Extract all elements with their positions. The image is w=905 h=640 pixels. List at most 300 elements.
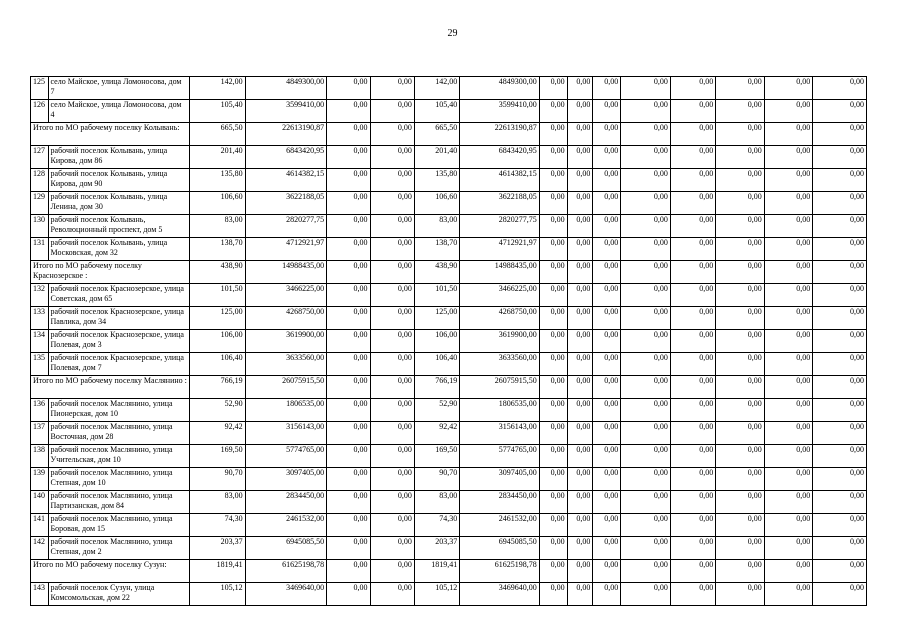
col12-cell: 0,00 <box>670 169 715 192</box>
col8-cell: 0,00 <box>539 560 567 583</box>
col15-cell: 0,00 <box>813 169 867 192</box>
table-row <box>31 192 867 215</box>
col10-cell: 0,00 <box>593 169 621 192</box>
col10-cell: 0,00 <box>593 399 621 422</box>
col5-cell: 0,00 <box>370 77 414 100</box>
col4-cell: 0,00 <box>327 399 370 422</box>
col4-cell: 0,00 <box>327 146 370 169</box>
col10-cell: 0,00 <box>593 284 621 307</box>
col6-cell: 203,37 <box>414 537 459 560</box>
table-row <box>31 422 867 445</box>
table-row <box>31 353 867 376</box>
col13-cell: 0,00 <box>716 261 765 284</box>
area-cell: 201,40 <box>189 146 245 169</box>
col10-cell: 0,00 <box>593 560 621 583</box>
col4-cell: 0,00 <box>327 100 370 123</box>
col7-cell: 1806535,00 <box>460 399 539 422</box>
row-number-cell: 136 <box>31 399 49 422</box>
address-cell: село Майское, улица Ломоносова, дом 7 <box>48 77 189 100</box>
cost-cell: 6843420,95 <box>245 146 327 169</box>
cost-cell: 4712921,97 <box>245 238 327 261</box>
col7-cell: 4712921,97 <box>460 238 539 261</box>
col6-cell: 101,50 <box>414 284 459 307</box>
col8-cell: 0,00 <box>539 445 567 468</box>
address-cell: рабочий поселок Колывань, Революционный проспект, дом 5 <box>48 215 189 238</box>
col11-cell: 0,00 <box>621 514 671 537</box>
col10-cell: 0,00 <box>593 238 621 261</box>
col15-cell: 0,00 <box>813 123 867 146</box>
col12-cell: 0,00 <box>670 353 715 376</box>
cost-cell: 3619900,00 <box>245 330 327 353</box>
col4-cell: 0,00 <box>327 353 370 376</box>
col15-cell: 0,00 <box>813 514 867 537</box>
col14-cell: 0,00 <box>764 491 813 514</box>
subtotal-label: Итого по МО рабочему поселку Колывань: <box>31 123 190 146</box>
col7-cell: 22613190,87 <box>460 123 539 146</box>
area-cell: 142,00 <box>189 77 245 100</box>
col14-cell: 0,00 <box>764 284 813 307</box>
cost-cell: 2834450,00 <box>245 491 327 514</box>
table-body <box>31 77 867 606</box>
col5-cell: 0,00 <box>370 192 414 215</box>
col11-cell: 0,00 <box>621 192 671 215</box>
col11-cell: 0,00 <box>621 445 671 468</box>
col13-cell: 0,00 <box>716 330 765 353</box>
col13-cell: 0,00 <box>716 215 765 238</box>
address-cell: рабочий поселок Краснозерское, улица Полевая, дом 3 <box>48 330 189 353</box>
col7-cell: 26075915,50 <box>460 376 539 399</box>
col7-cell: 3466225,00 <box>460 284 539 307</box>
col12-cell: 0,00 <box>670 537 715 560</box>
col14-cell: 0,00 <box>764 583 813 606</box>
col6-cell: 1819,41 <box>414 560 459 583</box>
col5-cell: 0,00 <box>370 307 414 330</box>
address-cell: рабочий поселок Маслянино, улица Учительская, дом 10 <box>48 445 189 468</box>
col9-cell: 0,00 <box>567 445 593 468</box>
col12-cell: 0,00 <box>670 399 715 422</box>
col8-cell: 0,00 <box>539 422 567 445</box>
col6-cell: 106,00 <box>414 330 459 353</box>
area-cell: 90,70 <box>189 468 245 491</box>
col8-cell: 0,00 <box>539 100 567 123</box>
table-row <box>31 215 867 238</box>
col4-cell: 0,00 <box>327 560 370 583</box>
col15-cell: 0,00 <box>813 376 867 399</box>
col10-cell: 0,00 <box>593 583 621 606</box>
col13-cell: 0,00 <box>716 307 765 330</box>
col10-cell: 0,00 <box>593 123 621 146</box>
col15-cell: 0,00 <box>813 445 867 468</box>
col4-cell: 0,00 <box>327 583 370 606</box>
col11-cell: 0,00 <box>621 100 671 123</box>
cost-cell: 1806535,00 <box>245 399 327 422</box>
col8-cell: 0,00 <box>539 261 567 284</box>
table-row <box>31 399 867 422</box>
col12-cell: 0,00 <box>670 215 715 238</box>
col5-cell: 0,00 <box>370 445 414 468</box>
col12-cell: 0,00 <box>670 307 715 330</box>
col8-cell: 0,00 <box>539 77 567 100</box>
cost-cell: 4614382,15 <box>245 169 327 192</box>
col10-cell: 0,00 <box>593 422 621 445</box>
table-row <box>31 238 867 261</box>
address-cell: рабочий поселок Краснозерское, улица Павлика, дом 34 <box>48 307 189 330</box>
col10-cell: 0,00 <box>593 146 621 169</box>
row-number-cell: 139 <box>31 468 49 491</box>
table-row <box>31 514 867 537</box>
cost-cell: 3156143,00 <box>245 422 327 445</box>
col10-cell: 0,00 <box>593 445 621 468</box>
cost-cell: 61625198,78 <box>245 560 327 583</box>
col10-cell: 0,00 <box>593 192 621 215</box>
col8-cell: 0,00 <box>539 307 567 330</box>
col6-cell: 90,70 <box>414 468 459 491</box>
col12-cell: 0,00 <box>670 77 715 100</box>
col11-cell: 0,00 <box>621 307 671 330</box>
col5-cell: 0,00 <box>370 514 414 537</box>
col7-cell: 6945085,50 <box>460 537 539 560</box>
col9-cell: 0,00 <box>567 399 593 422</box>
col10-cell: 0,00 <box>593 468 621 491</box>
col7-cell: 3622188,05 <box>460 192 539 215</box>
cost-cell: 2461532,00 <box>245 514 327 537</box>
col5-cell: 0,00 <box>370 399 414 422</box>
row-number-cell: 132 <box>31 284 49 307</box>
row-number-cell: 135 <box>31 353 49 376</box>
col15-cell: 0,00 <box>813 77 867 100</box>
cost-cell: 3599410,00 <box>245 100 327 123</box>
table-row <box>31 100 867 123</box>
table-row <box>31 537 867 560</box>
col9-cell: 0,00 <box>567 330 593 353</box>
row-number-cell: 131 <box>31 238 49 261</box>
col4-cell: 0,00 <box>327 422 370 445</box>
col13-cell: 0,00 <box>716 353 765 376</box>
col5-cell: 0,00 <box>370 261 414 284</box>
address-cell: рабочий поселок Маслянино, улица Степная, дом 2 <box>48 537 189 560</box>
col9-cell: 0,00 <box>567 192 593 215</box>
col10-cell: 0,00 <box>593 491 621 514</box>
col6-cell: 169,50 <box>414 445 459 468</box>
col8-cell: 0,00 <box>539 583 567 606</box>
col15-cell: 0,00 <box>813 238 867 261</box>
table-row <box>31 169 867 192</box>
col6-cell: 125,00 <box>414 307 459 330</box>
col12-cell: 0,00 <box>670 560 715 583</box>
col14-cell: 0,00 <box>764 537 813 560</box>
col6-cell: 665,50 <box>414 123 459 146</box>
col9-cell: 0,00 <box>567 146 593 169</box>
area-cell: 665,50 <box>189 123 245 146</box>
col6-cell: 105,12 <box>414 583 459 606</box>
row-number-cell: 125 <box>31 77 49 100</box>
area-cell: 169,50 <box>189 445 245 468</box>
col10-cell: 0,00 <box>593 215 621 238</box>
area-cell: 83,00 <box>189 215 245 238</box>
col14-cell: 0,00 <box>764 100 813 123</box>
col12-cell: 0,00 <box>670 330 715 353</box>
table-row <box>31 583 867 606</box>
col6-cell: 142,00 <box>414 77 459 100</box>
address-cell: рабочий поселок Маслянино, улица Восточная, дом 28 <box>48 422 189 445</box>
col5-cell: 0,00 <box>370 123 414 146</box>
col7-cell: 4268750,00 <box>460 307 539 330</box>
area-cell: 766,19 <box>189 376 245 399</box>
col15-cell: 0,00 <box>813 192 867 215</box>
col4-cell: 0,00 <box>327 445 370 468</box>
table-row <box>31 468 867 491</box>
registry-table <box>30 76 867 606</box>
col8-cell: 0,00 <box>539 238 567 261</box>
address-cell: рабочий поселок Колывань, улица Ленина, дом 30 <box>48 192 189 215</box>
col4-cell: 0,00 <box>327 261 370 284</box>
row-number-cell: 142 <box>31 537 49 560</box>
table-row <box>31 307 867 330</box>
col11-cell: 0,00 <box>621 583 671 606</box>
col8-cell: 0,00 <box>539 169 567 192</box>
col9-cell: 0,00 <box>567 583 593 606</box>
area-cell: 138,70 <box>189 238 245 261</box>
cost-cell: 22613190,87 <box>245 123 327 146</box>
address-cell: рабочий поселок Маслянино, улица Степная, дом 10 <box>48 468 189 491</box>
col6-cell: 201,40 <box>414 146 459 169</box>
address-cell: рабочий поселок Колывань, улица Кирова, дом 86 <box>48 146 189 169</box>
col13-cell: 0,00 <box>716 422 765 445</box>
col10-cell: 0,00 <box>593 77 621 100</box>
col9-cell: 0,00 <box>567 215 593 238</box>
area-cell: 106,00 <box>189 330 245 353</box>
col15-cell: 0,00 <box>813 284 867 307</box>
col7-cell: 61625198,78 <box>460 560 539 583</box>
col14-cell: 0,00 <box>764 353 813 376</box>
col6-cell: 766,19 <box>414 376 459 399</box>
col5-cell: 0,00 <box>370 353 414 376</box>
col9-cell: 0,00 <box>567 307 593 330</box>
col13-cell: 0,00 <box>716 77 765 100</box>
col4-cell: 0,00 <box>327 468 370 491</box>
col6-cell: 138,70 <box>414 238 459 261</box>
col4-cell: 0,00 <box>327 215 370 238</box>
subtotal-label: Итого по МО рабочему поселку Маслянино : <box>31 376 190 399</box>
col8-cell: 0,00 <box>539 468 567 491</box>
col4-cell: 0,00 <box>327 169 370 192</box>
col8-cell: 0,00 <box>539 330 567 353</box>
col5-cell: 0,00 <box>370 330 414 353</box>
col11-cell: 0,00 <box>621 284 671 307</box>
col12-cell: 0,00 <box>670 192 715 215</box>
col8-cell: 0,00 <box>539 514 567 537</box>
col5-cell: 0,00 <box>370 560 414 583</box>
col15-cell: 0,00 <box>813 491 867 514</box>
subtotal-label: Итого по МО рабочему поселку Краснозерское : <box>31 261 190 284</box>
row-number-cell: 129 <box>31 192 49 215</box>
area-cell: 125,00 <box>189 307 245 330</box>
col13-cell: 0,00 <box>716 146 765 169</box>
col13-cell: 0,00 <box>716 192 765 215</box>
col13-cell: 0,00 <box>716 123 765 146</box>
row-number-cell: 143 <box>31 583 49 606</box>
col11-cell: 0,00 <box>621 215 671 238</box>
area-cell: 105,40 <box>189 100 245 123</box>
col11-cell: 0,00 <box>621 422 671 445</box>
col13-cell: 0,00 <box>716 583 765 606</box>
col9-cell: 0,00 <box>567 422 593 445</box>
col8-cell: 0,00 <box>539 537 567 560</box>
address-cell: рабочий поселок Маслянино, улица Боровая, дом 15 <box>48 514 189 537</box>
address-cell: рабочий поселок Краснозерское, улица Советская, дом 65 <box>48 284 189 307</box>
col9-cell: 0,00 <box>567 261 593 284</box>
col14-cell: 0,00 <box>764 261 813 284</box>
col4-cell: 0,00 <box>327 123 370 146</box>
col10-cell: 0,00 <box>593 307 621 330</box>
col6-cell: 52,90 <box>414 399 459 422</box>
row-number-cell: 140 <box>31 491 49 514</box>
col7-cell: 2834450,00 <box>460 491 539 514</box>
col7-cell: 14988435,00 <box>460 261 539 284</box>
col6-cell: 135,80 <box>414 169 459 192</box>
col4-cell: 0,00 <box>327 77 370 100</box>
col14-cell: 0,00 <box>764 422 813 445</box>
cost-cell: 4268750,00 <box>245 307 327 330</box>
row-number-cell: 130 <box>31 215 49 238</box>
col13-cell: 0,00 <box>716 445 765 468</box>
table-row <box>31 330 867 353</box>
col9-cell: 0,00 <box>567 491 593 514</box>
subtotal-row <box>31 261 867 284</box>
row-number-cell: 141 <box>31 514 49 537</box>
table-row <box>31 146 867 169</box>
cost-cell: 14988435,00 <box>245 261 327 284</box>
col6-cell: 438,90 <box>414 261 459 284</box>
col6-cell: 105,40 <box>414 100 459 123</box>
row-number-cell: 138 <box>31 445 49 468</box>
col9-cell: 0,00 <box>567 238 593 261</box>
area-cell: 101,50 <box>189 284 245 307</box>
col14-cell: 0,00 <box>764 445 813 468</box>
col11-cell: 0,00 <box>621 491 671 514</box>
row-number-cell: 137 <box>31 422 49 445</box>
col14-cell: 0,00 <box>764 169 813 192</box>
area-cell: 203,37 <box>189 537 245 560</box>
col5-cell: 0,00 <box>370 491 414 514</box>
col5-cell: 0,00 <box>370 583 414 606</box>
col7-cell: 5774765,00 <box>460 445 539 468</box>
col8-cell: 0,00 <box>539 353 567 376</box>
col8-cell: 0,00 <box>539 215 567 238</box>
cost-cell: 26075915,50 <box>245 376 327 399</box>
row-number-cell: 134 <box>31 330 49 353</box>
col15-cell: 0,00 <box>813 468 867 491</box>
address-cell: рабочий поселок Краснозерское, улица Полевая, дом 7 <box>48 353 189 376</box>
col7-cell: 3156143,00 <box>460 422 539 445</box>
cost-cell: 4849300,00 <box>245 77 327 100</box>
col4-cell: 0,00 <box>327 307 370 330</box>
col13-cell: 0,00 <box>716 491 765 514</box>
col5-cell: 0,00 <box>370 422 414 445</box>
col12-cell: 0,00 <box>670 468 715 491</box>
col9-cell: 0,00 <box>567 353 593 376</box>
table-row <box>31 77 867 100</box>
address-cell: село Майское, улица Ломоносова, дом 4 <box>48 100 189 123</box>
subtotal-row <box>31 376 867 399</box>
col9-cell: 0,00 <box>567 560 593 583</box>
col12-cell: 0,00 <box>670 583 715 606</box>
col4-cell: 0,00 <box>327 238 370 261</box>
col15-cell: 0,00 <box>813 399 867 422</box>
cost-cell: 2820277,75 <box>245 215 327 238</box>
col15-cell: 0,00 <box>813 560 867 583</box>
col12-cell: 0,00 <box>670 284 715 307</box>
col4-cell: 0,00 <box>327 376 370 399</box>
col4-cell: 0,00 <box>327 514 370 537</box>
cost-cell: 3622188,05 <box>245 192 327 215</box>
col12-cell: 0,00 <box>670 445 715 468</box>
col13-cell: 0,00 <box>716 560 765 583</box>
col8-cell: 0,00 <box>539 192 567 215</box>
col11-cell: 0,00 <box>621 468 671 491</box>
col12-cell: 0,00 <box>670 146 715 169</box>
col13-cell: 0,00 <box>716 169 765 192</box>
col10-cell: 0,00 <box>593 100 621 123</box>
col14-cell: 0,00 <box>764 192 813 215</box>
col15-cell: 0,00 <box>813 583 867 606</box>
col4-cell: 0,00 <box>327 330 370 353</box>
table-row <box>31 284 867 307</box>
address-cell: рабочий поселок Маслянино, улица Пионерская, дом 10 <box>48 399 189 422</box>
area-cell: 106,40 <box>189 353 245 376</box>
col6-cell: 83,00 <box>414 491 459 514</box>
col7-cell: 3469640,00 <box>460 583 539 606</box>
col9-cell: 0,00 <box>567 169 593 192</box>
col5-cell: 0,00 <box>370 537 414 560</box>
col15-cell: 0,00 <box>813 215 867 238</box>
cost-cell: 3469640,00 <box>245 583 327 606</box>
area-cell: 83,00 <box>189 491 245 514</box>
col10-cell: 0,00 <box>593 330 621 353</box>
col6-cell: 92,42 <box>414 422 459 445</box>
cost-cell: 3466225,00 <box>245 284 327 307</box>
col7-cell: 3633560,00 <box>460 353 539 376</box>
col15-cell: 0,00 <box>813 146 867 169</box>
area-cell: 135,80 <box>189 169 245 192</box>
col13-cell: 0,00 <box>716 468 765 491</box>
col7-cell: 3599410,00 <box>460 100 539 123</box>
col12-cell: 0,00 <box>670 100 715 123</box>
col14-cell: 0,00 <box>764 330 813 353</box>
col13-cell: 0,00 <box>716 284 765 307</box>
area-cell: 438,90 <box>189 261 245 284</box>
col15-cell: 0,00 <box>813 330 867 353</box>
col15-cell: 0,00 <box>813 261 867 284</box>
col8-cell: 0,00 <box>539 123 567 146</box>
col6-cell: 83,00 <box>414 215 459 238</box>
col14-cell: 0,00 <box>764 146 813 169</box>
area-cell: 106,60 <box>189 192 245 215</box>
col14-cell: 0,00 <box>764 77 813 100</box>
col5-cell: 0,00 <box>370 376 414 399</box>
col5-cell: 0,00 <box>370 169 414 192</box>
page-number: 29 <box>447 28 458 39</box>
col11-cell: 0,00 <box>621 537 671 560</box>
col8-cell: 0,00 <box>539 376 567 399</box>
address-cell: рабочий поселок Колывань, улица Кирова, дом 90 <box>48 169 189 192</box>
col11-cell: 0,00 <box>621 169 671 192</box>
col8-cell: 0,00 <box>539 491 567 514</box>
col6-cell: 106,40 <box>414 353 459 376</box>
col13-cell: 0,00 <box>716 376 765 399</box>
col7-cell: 4614382,15 <box>460 169 539 192</box>
col11-cell: 0,00 <box>621 77 671 100</box>
